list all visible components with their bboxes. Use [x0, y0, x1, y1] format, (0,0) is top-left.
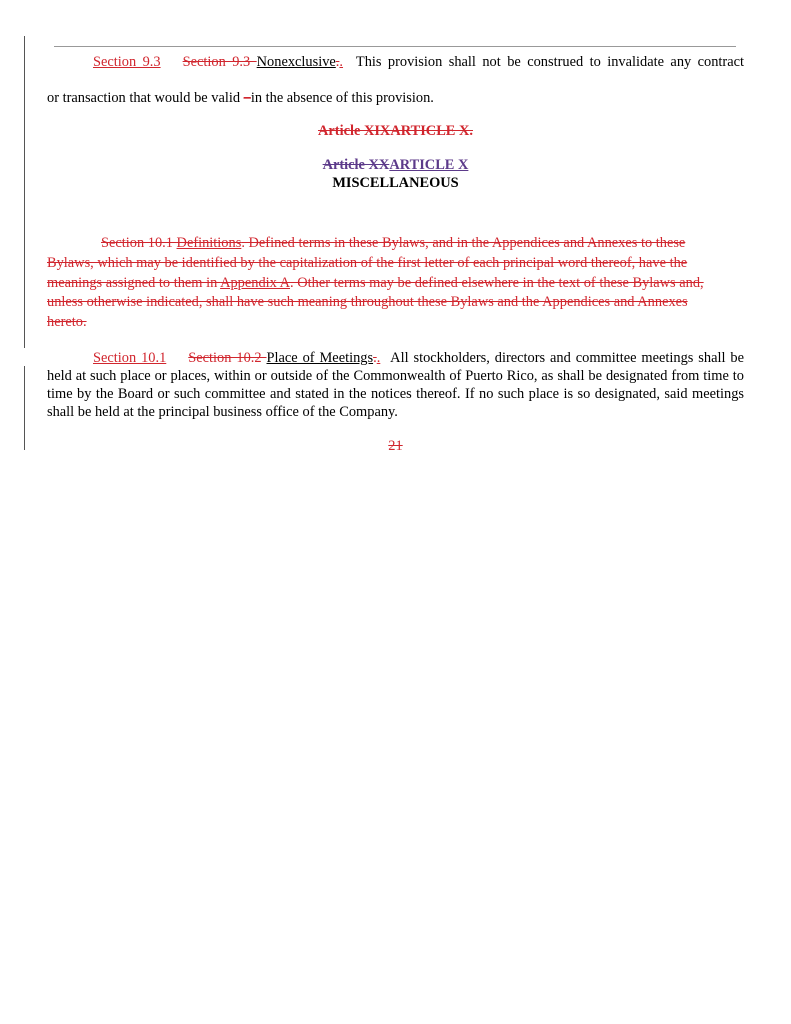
- section-10-1-title: Place of Meetings: [266, 349, 374, 366]
- change-bar: [24, 366, 25, 450]
- section-9-3-title: Nonexclusive: [256, 54, 336, 70]
- header-rule: [54, 46, 736, 47]
- section-9-3-body: This provision shall not be construed to invalidate any contract: [355, 54, 744, 70]
- definitions-title: Definitions: [176, 235, 242, 251]
- document-page: [47, 53, 744, 455]
- article-heading-deleted: Article XX: [322, 157, 390, 173]
- article-heading: [47, 156, 744, 174]
- section-10-1-deleted-number: Section 10.2: [188, 349, 267, 366]
- change-bar: [24, 36, 25, 348]
- section-9-3-paragraph: Section 9.3 Section 9.3 Nonexclusive.. This provision shall not be construed to invalidate any contract: [93, 54, 744, 70]
- section-9-3-paragraph-cont: or transaction that would be valid –in the absence of this provision.: [47, 90, 434, 106]
- section-10-1-paragraph: Section 10.1 Section 10.2 Place of Meetings.. All stockholders, directors and committee meetings shall be held at such place or places, within or outside of the Commonwealth of Puerto Rico, as shall be designated from time to time by the Board or such committee and stated in the notices thereof. If no such place is so designated, said meetings shall be held at the principal business office of the Company.: [47, 349, 744, 420]
- section-10-1-inserted-number: Section 10.1: [93, 349, 167, 366]
- deleted-definitions-paragraph: Section 10.1 Definitions. Defined terms in these Bylaws, and in the Appendices and Annexes to these Bylaws, which may be identified by the capitalization of the first letter of each principal word thereof, have the meanings assigned to them in Appendix A. Other terms may be defined elsewhere in the text of these Bylaws and, unless otherwise indicated, shall have such meaning throughout these Bylaws and the Appendices and Annexes hereto.: [47, 235, 704, 331]
- section-10-1-body: All stockholders, directors and committee meetings shall be held at such place or places, within or outside of the Commonwealth of Puerto Rico, as shall be designated from time to time by the Board or such committee and stated in the notices thereof.: [47, 349, 744, 402]
- appendix-a-reference: Appendix A: [220, 274, 291, 291]
- page-number: 21: [388, 437, 403, 454]
- article-heading-inserted: ARTICLE X: [389, 157, 469, 173]
- deleted-section-number: Section 10.1: [101, 235, 177, 251]
- section-9-3-inserted-number: Section 9.3: [93, 54, 161, 70]
- deleted-article-heading: Article XIXARTICLE X.: [318, 123, 473, 139]
- section-9-3-deleted-number: Section 9.3: [182, 54, 257, 70]
- article-title: MISCELLANEOUS: [332, 175, 459, 191]
